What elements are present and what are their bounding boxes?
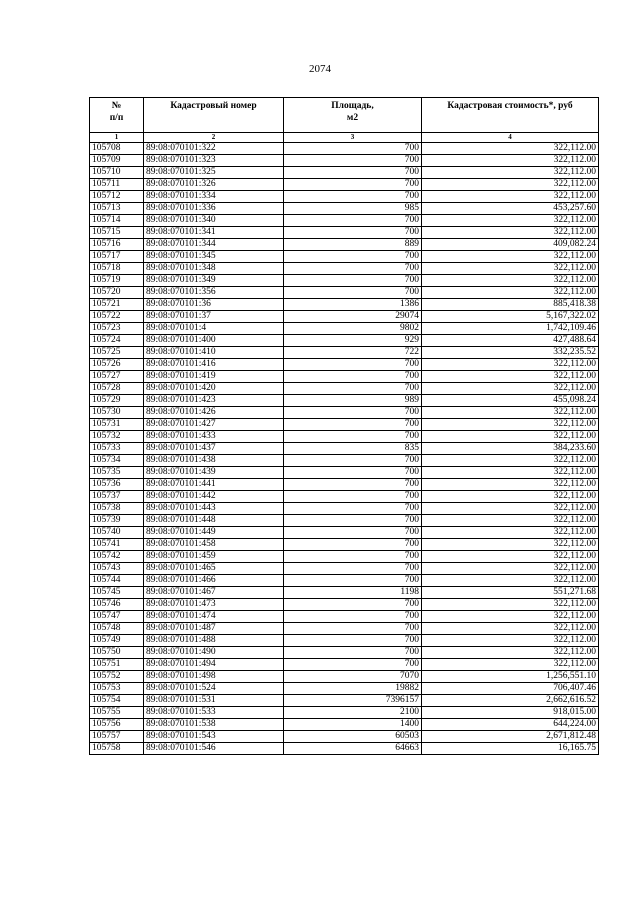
table-body	[90, 143, 599, 755]
cadastral-value-cell: 455,098.24	[422, 395, 599, 407]
cadastral-value-cell: 322,112.00	[422, 467, 599, 479]
area-cell: 1386	[284, 299, 422, 311]
row-number-cell: 105713	[90, 203, 144, 215]
area-cell: 700	[284, 503, 422, 515]
cadastral-value-cell: 322,112.00	[422, 263, 599, 275]
cadastral-value-cell: 322,112.00	[422, 167, 599, 179]
cadastral-value-cell: 5,167,322.02	[422, 311, 599, 323]
table-row	[90, 443, 599, 455]
area-cell: 700	[284, 599, 422, 611]
column-number: 1	[90, 133, 144, 143]
cadastral-value-cell: 1,256,551.10	[422, 671, 599, 683]
row-number-cell: 105748	[90, 623, 144, 635]
cadastral-number-cell: 89:08:070101:410	[144, 347, 284, 359]
table-row	[90, 467, 599, 479]
cadastral-number-cell: 89:08:070101:340	[144, 215, 284, 227]
cadastral-value-cell: 885,418.38	[422, 299, 599, 311]
cadastral-number-cell: 89:08:070101:488	[144, 635, 284, 647]
header-row-number-line1: №	[111, 101, 122, 111]
header-row-number-line2: п/п	[109, 113, 124, 123]
area-cell: 700	[284, 647, 422, 659]
row-number-cell: 105732	[90, 431, 144, 443]
row-number-cell: 105746	[90, 599, 144, 611]
cadastral-number-cell: 89:08:070101:336	[144, 203, 284, 215]
cadastral-number-cell: 89:08:070101:466	[144, 575, 284, 587]
cadastral-number-cell: 89:08:070101:36	[144, 299, 284, 311]
area-cell: 700	[284, 659, 422, 671]
table-row	[90, 671, 599, 683]
row-number-cell: 105731	[90, 419, 144, 431]
cadastral-value-cell: 322,112.00	[422, 287, 599, 299]
area-cell: 700	[284, 455, 422, 467]
table-row	[90, 743, 599, 755]
cadastral-value-cell: 322,112.00	[422, 179, 599, 191]
table-row	[90, 275, 599, 287]
cadastral-value-cell: 322,112.00	[422, 611, 599, 623]
row-number-cell: 105711	[90, 179, 144, 191]
header-row-number	[90, 98, 144, 133]
area-cell: 9802	[284, 323, 422, 335]
row-number-cell: 105715	[90, 227, 144, 239]
cadastral-value-cell: 322,112.00	[422, 215, 599, 227]
row-number-cell: 105753	[90, 683, 144, 695]
cadastral-value-cell: 706,407.46	[422, 683, 599, 695]
cadastral-value-cell: 918,015.00	[422, 707, 599, 719]
cadastral-value-cell: 322,112.00	[422, 191, 599, 203]
table-row	[90, 635, 599, 647]
row-number-cell: 105728	[90, 383, 144, 395]
row-number-cell: 105738	[90, 503, 144, 515]
cadastral-value-cell: 322,112.00	[422, 623, 599, 635]
row-number-cell: 105741	[90, 539, 144, 551]
area-cell: 700	[284, 155, 422, 167]
area-cell: 700	[284, 431, 422, 443]
cadastral-number-cell: 89:08:070101:344	[144, 239, 284, 251]
cadastral-value-cell: 322,112.00	[422, 275, 599, 287]
header-cadastral-number: Кадастровый номер	[144, 98, 284, 133]
cadastral-value-cell: 322,112.00	[422, 539, 599, 551]
table-row	[90, 599, 599, 611]
area-cell: 700	[284, 539, 422, 551]
area-cell: 700	[284, 527, 422, 539]
header-area-line1: Площадь,	[331, 101, 374, 111]
table-row	[90, 203, 599, 215]
table-row	[90, 611, 599, 623]
table-row	[90, 575, 599, 587]
area-cell: 2100	[284, 707, 422, 719]
cadastral-number-cell: 89:08:070101:546	[144, 743, 284, 755]
cadastral-number-cell: 89:08:070101:345	[144, 251, 284, 263]
table-row	[90, 395, 599, 407]
area-cell: 64663	[284, 743, 422, 755]
cadastral-value-cell: 322,112.00	[422, 515, 599, 527]
table-row	[90, 299, 599, 311]
cadastral-number-cell: 89:08:070101:427	[144, 419, 284, 431]
row-number-cell: 105710	[90, 167, 144, 179]
cadastral-number-cell: 89:08:070101:400	[144, 335, 284, 347]
table-row	[90, 455, 599, 467]
table-row	[90, 551, 599, 563]
row-number-cell: 105742	[90, 551, 144, 563]
row-number-cell: 105729	[90, 395, 144, 407]
row-number-cell: 105722	[90, 311, 144, 323]
area-cell: 700	[284, 275, 422, 287]
area-cell: 700	[284, 635, 422, 647]
cadastral-value-cell: 322,112.00	[422, 371, 599, 383]
column-number: 2	[144, 133, 284, 143]
table-row	[90, 383, 599, 395]
row-number-cell: 105737	[90, 491, 144, 503]
row-number-cell: 105735	[90, 467, 144, 479]
cadastral-value-cell: 322,112.00	[422, 227, 599, 239]
row-number-cell: 105725	[90, 347, 144, 359]
cadastral-value-cell: 409,082.24	[422, 239, 599, 251]
row-number-cell: 105730	[90, 407, 144, 419]
area-cell: 700	[284, 215, 422, 227]
area-cell: 700	[284, 575, 422, 587]
area-cell: 700	[284, 611, 422, 623]
area-cell: 700	[284, 191, 422, 203]
cadastral-number-cell: 89:08:070101:458	[144, 539, 284, 551]
cadastral-number-cell: 89:08:070101:423	[144, 395, 284, 407]
table-row	[90, 335, 599, 347]
area-cell: 19882	[284, 683, 422, 695]
area-cell: 7070	[284, 671, 422, 683]
table-row	[90, 239, 599, 251]
table-row	[90, 191, 599, 203]
cadastral-value-cell: 322,112.00	[422, 155, 599, 167]
row-number-cell: 105739	[90, 515, 144, 527]
cadastral-number-cell: 89:08:070101:325	[144, 167, 284, 179]
area-cell: 700	[284, 383, 422, 395]
area-cell: 1400	[284, 719, 422, 731]
cadastral-number-cell: 89:08:070101:465	[144, 563, 284, 575]
row-number-cell: 105752	[90, 671, 144, 683]
table-row	[90, 695, 599, 707]
area-cell: 700	[284, 515, 422, 527]
cadastral-value-cell: 322,112.00	[422, 527, 599, 539]
cadastral-number-cell: 89:08:070101:437	[144, 443, 284, 455]
area-cell: 700	[284, 227, 422, 239]
cadastral-value-cell: 322,112.00	[422, 635, 599, 647]
cadastral-number-cell: 89:08:070101:494	[144, 659, 284, 671]
row-number-cell: 105749	[90, 635, 144, 647]
row-number-cell: 105723	[90, 323, 144, 335]
row-number-cell: 105714	[90, 215, 144, 227]
row-number-cell: 105758	[90, 743, 144, 755]
cadastral-number-cell: 89:08:070101:323	[144, 155, 284, 167]
cadastral-value-cell: 644,224.00	[422, 719, 599, 731]
area-cell: 700	[284, 167, 422, 179]
cadastral-table	[89, 97, 599, 755]
table-row	[90, 419, 599, 431]
row-number-cell: 105750	[90, 647, 144, 659]
cadastral-number-cell: 89:08:070101:467	[144, 587, 284, 599]
table-row	[90, 707, 599, 719]
cadastral-value-cell: 2,671,812.48	[422, 731, 599, 743]
cadastral-value-cell: 322,112.00	[422, 251, 599, 263]
table-row	[90, 347, 599, 359]
header-area	[284, 98, 422, 133]
row-number-cell: 105727	[90, 371, 144, 383]
row-number-cell: 105712	[90, 191, 144, 203]
row-number-cell: 105717	[90, 251, 144, 263]
table-row	[90, 659, 599, 671]
cadastral-number-cell: 89:08:070101:416	[144, 359, 284, 371]
area-cell: 700	[284, 491, 422, 503]
cadastral-number-cell: 89:08:070101:448	[144, 515, 284, 527]
row-number-cell: 105734	[90, 455, 144, 467]
cadastral-number-cell: 89:08:070101:473	[144, 599, 284, 611]
area-cell: 700	[284, 143, 422, 155]
row-number-cell: 105721	[90, 299, 144, 311]
area-cell: 835	[284, 443, 422, 455]
table-row	[90, 251, 599, 263]
area-cell: 700	[284, 623, 422, 635]
area-cell: 722	[284, 347, 422, 359]
area-cell: 700	[284, 179, 422, 191]
column-number: 3	[284, 133, 422, 143]
cadastral-number-cell: 89:08:070101:442	[144, 491, 284, 503]
area-cell: 7396157	[284, 695, 422, 707]
cadastral-value-cell: 551,271.68	[422, 587, 599, 599]
row-number-cell: 105720	[90, 287, 144, 299]
cadastral-value-cell: 322,112.00	[422, 407, 599, 419]
column-number: 4	[422, 133, 599, 143]
table-row	[90, 263, 599, 275]
cadastral-value-cell: 16,165.75	[422, 743, 599, 755]
cadastral-number-cell: 89:08:070101:524	[144, 683, 284, 695]
cadastral-value-cell: 322,112.00	[422, 359, 599, 371]
area-cell: 700	[284, 359, 422, 371]
cadastral-value-cell: 2,662,616.52	[422, 695, 599, 707]
cadastral-value-cell: 1,742,109.46	[422, 323, 599, 335]
table-row	[90, 491, 599, 503]
cadastral-number-cell: 89:08:070101:459	[144, 551, 284, 563]
cadastral-value-cell: 427,488.64	[422, 335, 599, 347]
cadastral-number-cell: 89:08:070101:326	[144, 179, 284, 191]
row-number-cell: 105745	[90, 587, 144, 599]
row-number-cell: 105726	[90, 359, 144, 371]
cadastral-number-cell: 89:08:070101:543	[144, 731, 284, 743]
table-row	[90, 719, 599, 731]
area-cell: 29074	[284, 311, 422, 323]
table-row	[90, 431, 599, 443]
table-row	[90, 215, 599, 227]
cadastral-number-cell: 89:08:070101:498	[144, 671, 284, 683]
area-cell: 889	[284, 239, 422, 251]
cadastral-value-cell: 322,112.00	[422, 143, 599, 155]
table-row	[90, 323, 599, 335]
table-row	[90, 563, 599, 575]
row-number-cell: 105747	[90, 611, 144, 623]
cadastral-value-cell: 322,112.00	[422, 419, 599, 431]
row-number-cell: 105724	[90, 335, 144, 347]
table-row	[90, 167, 599, 179]
cadastral-value-cell: 322,112.00	[422, 503, 599, 515]
area-cell: 989	[284, 395, 422, 407]
area-cell: 985	[284, 203, 422, 215]
cadastral-value-cell: 322,112.00	[422, 491, 599, 503]
cadastral-number-cell: 89:08:070101:441	[144, 479, 284, 491]
cadastral-number-cell: 89:08:070101:531	[144, 695, 284, 707]
row-number-cell: 105754	[90, 695, 144, 707]
area-cell: 700	[284, 479, 422, 491]
row-number-cell: 105709	[90, 155, 144, 167]
cadastral-number-cell: 89:08:070101:334	[144, 191, 284, 203]
row-number-cell: 105744	[90, 575, 144, 587]
area-cell: 1198	[284, 587, 422, 599]
table-row	[90, 155, 599, 167]
cadastral-number-cell: 89:08:070101:474	[144, 611, 284, 623]
cadastral-number-cell: 89:08:070101:420	[144, 383, 284, 395]
cadastral-value-cell: 332,235.52	[422, 347, 599, 359]
cadastral-number-cell: 89:08:070101:349	[144, 275, 284, 287]
cadastral-value-cell: 322,112.00	[422, 647, 599, 659]
area-cell: 929	[284, 335, 422, 347]
cadastral-value-cell: 322,112.00	[422, 479, 599, 491]
cadastral-number-cell: 89:08:070101:490	[144, 647, 284, 659]
cadastral-value-cell: 322,112.00	[422, 599, 599, 611]
area-cell: 700	[284, 251, 422, 263]
area-cell: 700	[284, 371, 422, 383]
table-row	[90, 371, 599, 383]
row-number-cell: 105757	[90, 731, 144, 743]
cadastral-number-cell: 89:08:070101:449	[144, 527, 284, 539]
cadastral-number-cell: 89:08:070101:356	[144, 287, 284, 299]
table-row	[90, 311, 599, 323]
cadastral-number-cell: 89:08:070101:348	[144, 263, 284, 275]
row-number-cell: 105755	[90, 707, 144, 719]
row-number-cell: 105756	[90, 719, 144, 731]
cadastral-number-cell: 89:08:070101:322	[144, 143, 284, 155]
cadastral-value-cell: 322,112.00	[422, 431, 599, 443]
table-row	[90, 515, 599, 527]
area-cell: 700	[284, 419, 422, 431]
cadastral-number-cell: 89:08:070101:533	[144, 707, 284, 719]
row-number-cell: 105708	[90, 143, 144, 155]
cadastral-value-cell: 322,112.00	[422, 575, 599, 587]
row-number-cell: 105733	[90, 443, 144, 455]
column-number-row	[90, 133, 599, 143]
table-row	[90, 539, 599, 551]
table-row	[90, 647, 599, 659]
area-cell: 700	[284, 287, 422, 299]
area-cell: 700	[284, 263, 422, 275]
cadastral-number-cell: 89:08:070101:538	[144, 719, 284, 731]
table-row	[90, 143, 599, 155]
cadastral-number-cell: 89:08:070101:487	[144, 623, 284, 635]
row-number-cell: 105743	[90, 563, 144, 575]
table-row	[90, 527, 599, 539]
cadastral-value-cell: 322,112.00	[422, 659, 599, 671]
header-cadastral-value: Кадастровая стоимость*, руб	[422, 98, 599, 133]
cadastral-value-cell: 384,233.60	[422, 443, 599, 455]
cadastral-number-cell: 89:08:070101:419	[144, 371, 284, 383]
cadastral-number-cell: 89:08:070101:439	[144, 467, 284, 479]
table-row	[90, 623, 599, 635]
header-area-line2: м2	[346, 113, 359, 123]
row-number-cell: 105716	[90, 239, 144, 251]
table-row	[90, 227, 599, 239]
cadastral-number-cell: 89:08:070101:341	[144, 227, 284, 239]
page-number: 2074	[309, 63, 331, 75]
row-number-cell: 105740	[90, 527, 144, 539]
area-cell: 700	[284, 407, 422, 419]
table-row	[90, 683, 599, 695]
table-header-row	[90, 98, 599, 133]
cadastral-value-cell: 453,257.60	[422, 203, 599, 215]
row-number-cell: 105751	[90, 659, 144, 671]
area-cell: 60503	[284, 731, 422, 743]
row-number-cell: 105718	[90, 263, 144, 275]
area-cell: 700	[284, 467, 422, 479]
cadastral-number-cell: 89:08:070101:438	[144, 455, 284, 467]
table-row	[90, 731, 599, 743]
table-row	[90, 179, 599, 191]
cadastral-number-cell: 89:08:070101:37	[144, 311, 284, 323]
cadastral-value-cell: 322,112.00	[422, 383, 599, 395]
table-row	[90, 503, 599, 515]
cadastral-number-cell: 89:08:070101:426	[144, 407, 284, 419]
table-row	[90, 479, 599, 491]
table-row	[90, 287, 599, 299]
cadastral-value-cell: 322,112.00	[422, 563, 599, 575]
area-cell: 700	[284, 551, 422, 563]
cadastral-number-cell: 89:08:070101:443	[144, 503, 284, 515]
cadastral-number-cell: 89:08:070101:4	[144, 323, 284, 335]
cadastral-number-cell: 89:08:070101:433	[144, 431, 284, 443]
table-row	[90, 587, 599, 599]
row-number-cell: 105736	[90, 479, 144, 491]
cadastral-value-cell: 322,112.00	[422, 551, 599, 563]
cadastral-value-cell: 322,112.00	[422, 455, 599, 467]
area-cell: 700	[284, 563, 422, 575]
table-row	[90, 359, 599, 371]
row-number-cell: 105719	[90, 275, 144, 287]
table-row	[90, 407, 599, 419]
